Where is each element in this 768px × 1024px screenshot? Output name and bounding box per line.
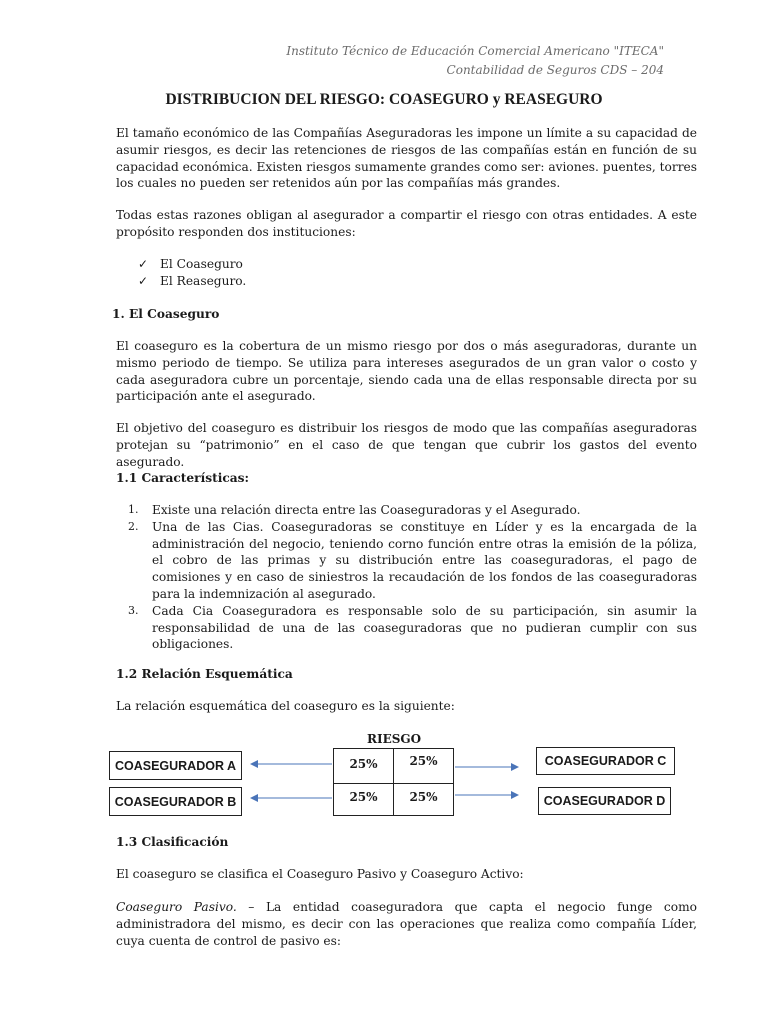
risk-share-cell: 25%: [333, 783, 394, 816]
risk-share-cell: 25%: [393, 783, 454, 816]
term-coaseguro-pasivo: Coaseguro Pasivo.: [116, 900, 237, 914]
intro-paragraph-1: El tamaño económico de las Compañías Aseguradoras les impone un límite a su capacidad de asumir riesgos, es decir las retenciones de riesgos de las compañías están en función de su capacidad económica. Existen riesgos sumamente grandes como ser: aviones. puentes, torres los cuales no pueden ser retenidos aún por las compañías más grandes.: [116, 126, 697, 191]
list-item: 1. Existe una relación directa entre las Coaseguradoras y el Asegurado.: [128, 503, 581, 517]
list-item: 3. Cada Cia Coaseguradora es responsable solo de su participación, sin asumir la responsabilidad de una de las coaseguradoras que no pudieran cumplir con sus obligaciones.: [128, 603, 697, 652]
section-1-3-paragraph-1: El coaseguro se clasifica el Coaseguro Pasivo y Coaseguro Activo:: [116, 867, 524, 881]
header-institution: Instituto Técnico de Educación Comercial Americano "ITECA": [286, 44, 664, 58]
list-item: 2. Una de las Cias. Coaseguradoras se constituye en Líder y es la encargada de la administración del negocio, teniendo corno función entre otras la emisión de la póliza, el cobro de las primas y su distribución entre las coaseguradoras, el pago de comisiones y en caso de siniestros la recaudación de los fondos de las coaseguradoras para la indemnización al asegurado.: [128, 519, 697, 601]
coasegurador-b-box: COASEGURADOR B: [109, 787, 242, 816]
risk-share-cell: 25%: [333, 748, 394, 784]
section-1-paragraph-2: El objetivo del coaseguro es distribuir los riesgos de modo que las compañías aseguradoras protejan su “patrimonio” en el caso de que tengan que cubrir los gastos del evento asegurado.: [116, 421, 697, 469]
coasegurador-d-box: COASEGURADOR D: [538, 787, 671, 815]
section-1-2-paragraph: La relación esquemática del coaseguro es la siguiente:: [116, 699, 455, 713]
checkmark-icon: ✓: [138, 257, 149, 271]
section-1-2-heading: 1.2 Relación Esquemática: [116, 667, 293, 681]
section-1-3-heading: 1.3 Clasificación: [116, 835, 229, 849]
section-1-3-paragraph-2: Coaseguro Pasivo. – La entidad coaseguradora que capta el negocio funge como administradora del mismo, es decir con las operaciones que realiza como compañía Líder, cuya cuenta de control de pasivo es:: [116, 900, 697, 948]
checkmark-icon: ✓: [138, 273, 149, 288]
risk-label: RIESGO: [367, 732, 422, 746]
list-item: ✓ El Reaseguro.: [138, 273, 247, 288]
coasegurador-c-box: COASEGURADOR C: [536, 747, 675, 775]
section-1-1-heading: 1.1 Características:: [116, 471, 250, 485]
coasegurador-a-box: COASEGURADOR A: [109, 751, 242, 780]
list-item: ✓ El Coaseguro: [138, 257, 243, 271]
intro-paragraph-2: Todas estas razones obligan al asegurador a compartir el riesgo con otras entidades. A este propósito responden dos instituciones:: [116, 208, 697, 239]
document-title: DISTRIBUCION DEL RIESGO: COASEGURO y REASEGURO: [165, 91, 603, 108]
header-course: Contabilidad de Seguros CDS – 204: [446, 63, 664, 77]
section-1-paragraph-1: El coaseguro es la cobertura de un mismo riesgo por dos o más aseguradoras, durante un mismo periodo de tiempo. Se utiliza para intereses asegurados de un gran valor o costo y cada aseguradora cubre un porcentaje, siendo cada una de ellas responsable directa por su participación ante el asegurado.: [116, 339, 697, 404]
section-1-heading: 1. El Coaseguro: [112, 307, 220, 321]
risk-share-cell: 25%: [393, 748, 454, 784]
